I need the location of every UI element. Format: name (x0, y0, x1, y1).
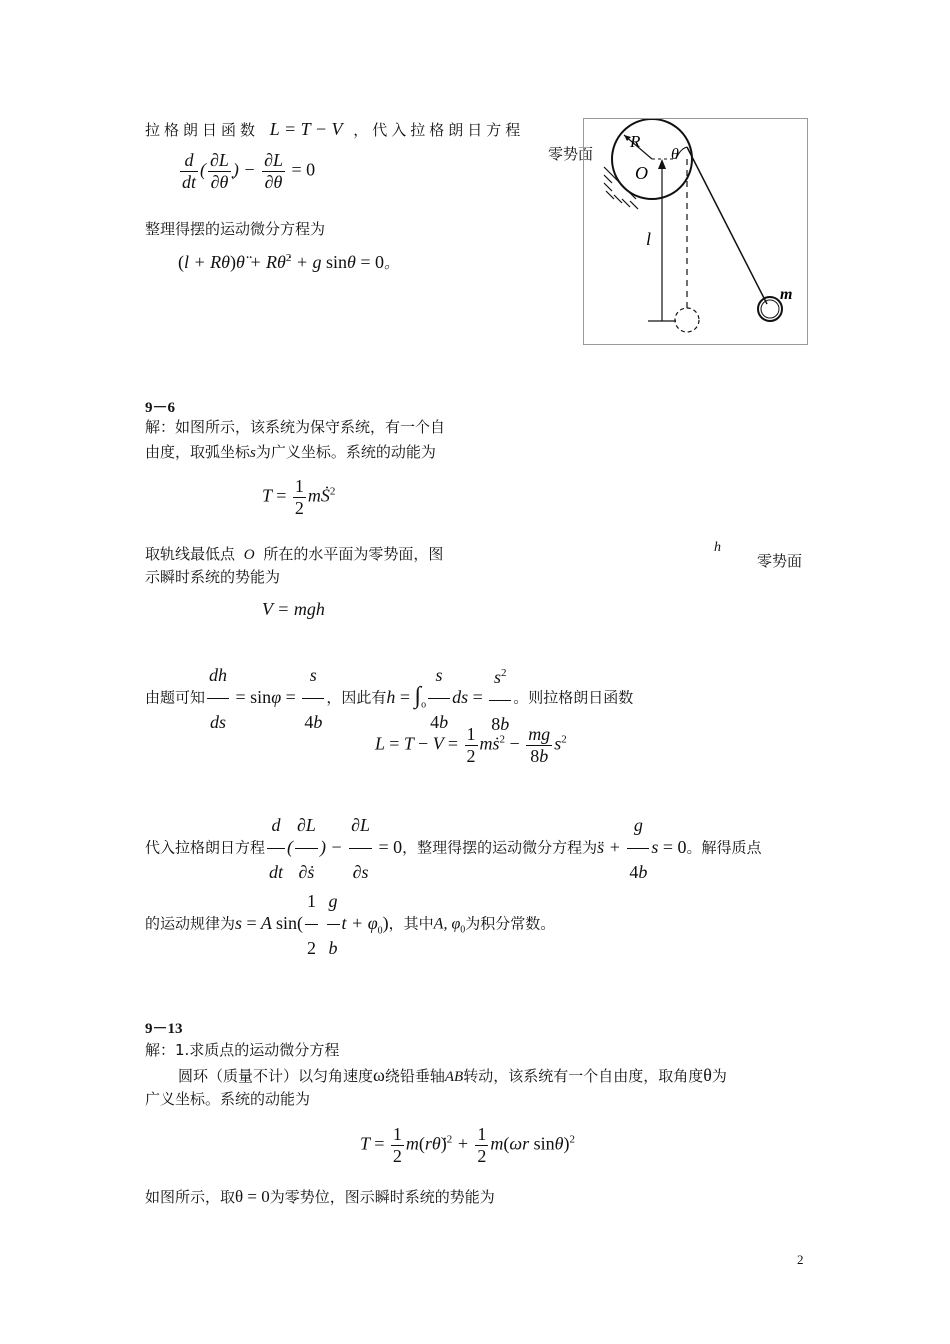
s96-zero-line2: 示瞬时系统的势能为 (145, 568, 281, 586)
s913-theta: θ (703, 1065, 712, 1085)
pendulum-figure (583, 118, 808, 345)
h-integral: $h = \int_o$ $\frac{s}{4b}$ ds = $\frac{s^2}{8b}$ (386, 687, 513, 707)
s913-omega: ω (373, 1065, 385, 1085)
fig2-h-label: h (714, 540, 721, 555)
s913-line1: 解：1.求质点的运动微分方程 (145, 1041, 340, 1059)
s96-constants-symbols: A, φ (433, 915, 461, 933)
lagrange-eq-s: $\frac{d}{dt}$ ( $\frac{\partial L}{\text{∂ṡ}}$ ) − $\frac{\partial L}{\partial s}$ = 0 (265, 837, 402, 857)
zero-potential-label: 零势面 (548, 145, 594, 163)
s913-line3: 广义坐标。系统的动能为 (145, 1090, 311, 1108)
s96-line2b: 为广义坐标。系统的动能为 (255, 443, 436, 461)
s913-line2c: 转动，该系统有一个自由度，取角度 (463, 1067, 704, 1085)
section-9-6-title: 9－6 (145, 400, 176, 416)
pendulum-equation: (l + Rθ)θ̈ + Rθ̇$^2$ + g sinθ = 0。 (178, 252, 399, 272)
s913-AB: AB (444, 1069, 464, 1085)
s913-line2b: 绕铅垂轴 (384, 1067, 445, 1085)
label-R: R (630, 132, 641, 151)
s96-line2s: s (250, 445, 256, 461)
label-l: l (646, 229, 652, 249)
substitute-text: ，代入拉格朗日方程 (353, 121, 525, 139)
s913-line2 (178, 1064, 727, 1088)
s96-zero-line (145, 543, 443, 566)
s913-line4a: 如图所示，取 (145, 1188, 236, 1206)
lagrange-intro-text: 拉格朗日函数 (145, 121, 260, 139)
s96-therefore: ，因此有 (326, 688, 387, 707)
s913-line2d: 为 (711, 1067, 727, 1085)
kinetic-energy-ring: T = $\frac{1}{2}$ m(rθ̇)$^2$ + $\frac{1}{2}$ m(ωr sinθ)$^2$ (360, 1124, 575, 1166)
s96-line1: 解：如图所示，该系统为保守系统，有一个自 (145, 418, 446, 436)
section-9-13-title: 9－13 (145, 1021, 183, 1037)
lagrange-intro-line (145, 118, 524, 141)
eq-result-intro: 整理得摆的运动微分方程为 (145, 220, 326, 238)
fig2-zero-label: 零势面 (757, 552, 803, 570)
s913-line4b: 为零势位，图示瞬时系统的势能为 (269, 1188, 495, 1206)
label-m: m (780, 286, 793, 303)
kinetic-energy-s: T = $\frac{1}{2}$ mṠ$^2$ (262, 476, 336, 518)
s96-zero-b: 所在的水平面为零势面，图 (263, 545, 444, 563)
mass-bob (758, 297, 782, 321)
s96-constants: 为积分常数。 (465, 914, 556, 933)
ground-hatch (604, 167, 638, 209)
lagrange-formula: L = T − V (269, 119, 343, 139)
potential-energy: V = mgh (262, 599, 325, 619)
s96-arrange: ，整理得摆的运动微分方程为 (402, 838, 598, 857)
label-O: O (635, 163, 648, 183)
s96-zero-O: O (243, 547, 255, 563)
s913-line4 (145, 1186, 495, 1208)
s96-known-intro: 由题可知 (145, 688, 206, 707)
dh-ds-formula: $\frac{dh}{ds}$ = sinφ = $\frac{s}{4b}$ (205, 687, 326, 707)
s96-where: ，其中 (388, 914, 434, 933)
s913-line2a: 圆环（质量不计）以匀角速度 (178, 1067, 374, 1085)
theta-zero: θ = 0 (235, 1187, 270, 1206)
s96-sub-lagrange: 代入拉格朗日方程 (145, 838, 266, 857)
label-theta: θ (671, 146, 679, 163)
eq-period: 。 (383, 254, 399, 272)
s96-motion-line: 的运动规律为s = A sin( $\frac{1}{2}$ $\frac{g}{b}$ $t + \varphi_0$)，其中A, $\varphi_0$为积分常数。 (145, 878, 555, 971)
pendulum-svg (584, 119, 807, 344)
s96-line2 (145, 441, 436, 464)
pendulum-rope (687, 147, 767, 304)
page-number: 2 (797, 1252, 804, 1267)
lagrangian-s: L = T − V = $\frac{1}{2}$ mṡ$^2$ − $\frac{mg}{8b}$ $s^2$ (375, 724, 567, 766)
s96-motion-intro: 的运动规律为 (145, 914, 236, 933)
motion-law: s = A sin( $\frac{1}{2}$ $\frac{g}{b}$ $t + \varphi_0$) (235, 913, 389, 933)
s96-zero-a: 取轨线最低点 (145, 545, 236, 563)
equilibrium-bob (675, 308, 699, 332)
motion-eq-s: s̈ + $\frac{g}{4b}$ s = 0 (597, 837, 686, 857)
s96-solved: 。解得质点 (686, 838, 762, 857)
s96-line2a: 由度，取弧坐标 (145, 443, 251, 461)
s96-then-lagrange: 。则拉格朗日函数 (513, 688, 634, 707)
lagrange-equation-theta: $\frac{d}{dt}$ ( $\frac{\partial L}{\partial\thetȧ}$ ) − $\frac{\partial L}{\partial\theta}$ = 0 (182, 150, 316, 192)
